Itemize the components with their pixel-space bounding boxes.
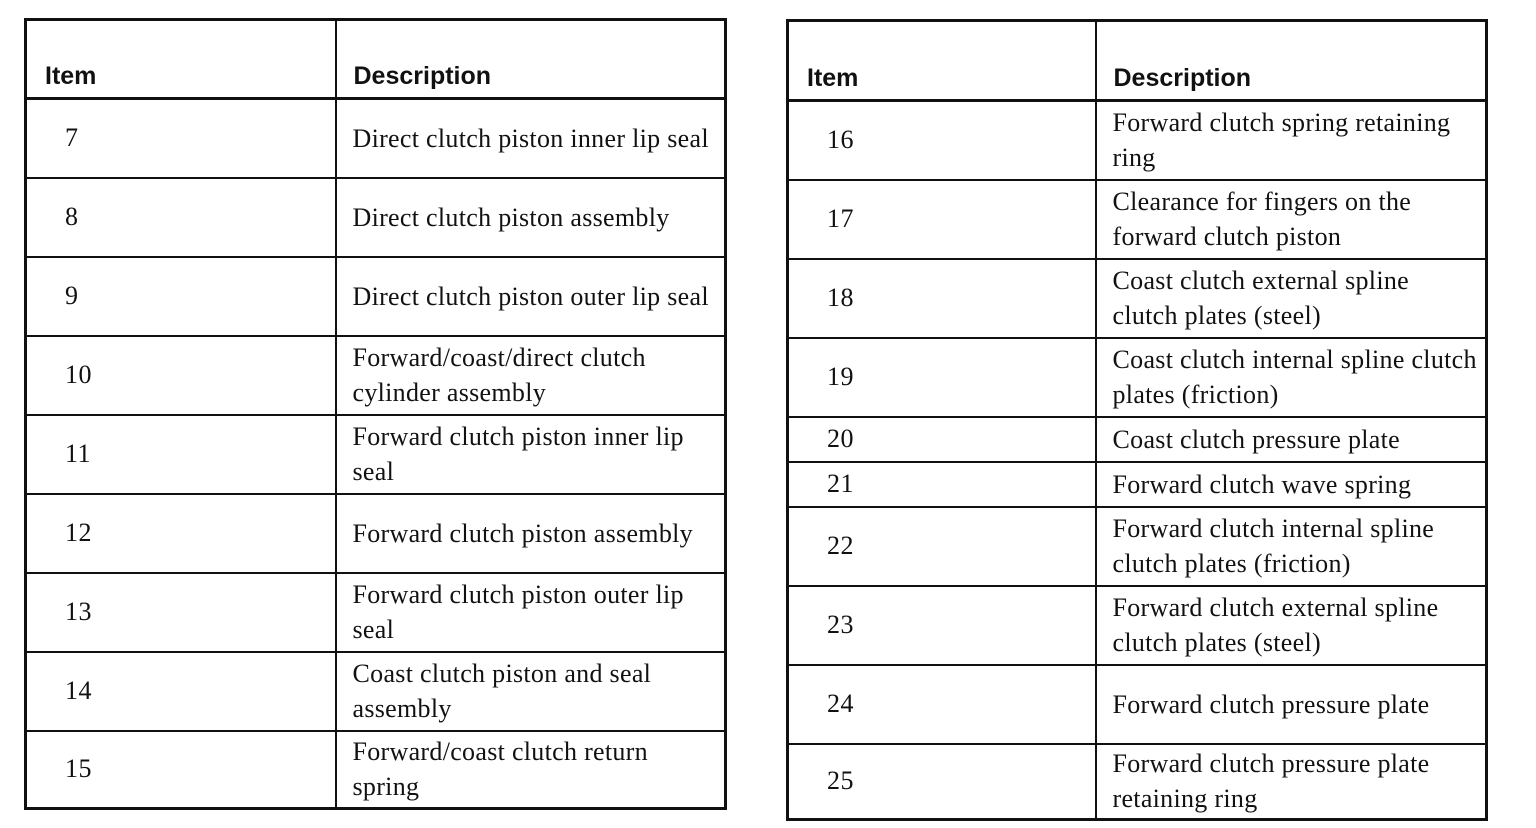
item-description: Coast clutch piston and seal assembly xyxy=(336,652,726,731)
table-row xyxy=(788,586,1487,665)
table-row xyxy=(788,338,1487,417)
item-number: 14 xyxy=(26,652,336,731)
item-description: Forward clutch internal spline clutch plates (friction) xyxy=(1096,507,1487,586)
table-row xyxy=(26,415,726,494)
table-row xyxy=(26,573,726,652)
item-number: 13 xyxy=(26,573,336,652)
table-row xyxy=(788,665,1487,744)
item-description: Forward clutch piston inner lip seal xyxy=(336,415,726,494)
item-number: 17 xyxy=(788,180,1096,259)
item-description: Forward/coast/direct clutch cylinder assembly xyxy=(336,336,726,415)
item-description: Forward/coast clutch return spring xyxy=(336,731,726,809)
item-number: 20 xyxy=(788,417,1096,462)
table-row xyxy=(788,180,1487,259)
table-row xyxy=(788,101,1487,180)
column-header-item: Item xyxy=(788,21,1096,101)
column-header-description: Description xyxy=(1096,21,1487,101)
table-row xyxy=(788,462,1487,507)
table-row xyxy=(26,257,726,336)
item-description: Clearance for fingers on the forward clutch piston xyxy=(1096,180,1487,259)
item-number: 23 xyxy=(788,586,1096,665)
item-number: 7 xyxy=(26,99,336,178)
parts-table-left xyxy=(24,18,727,810)
parts-table-right xyxy=(786,19,1488,821)
item-number: 25 xyxy=(788,744,1096,820)
item-number: 15 xyxy=(26,731,336,809)
item-description: Forward clutch pressure plate xyxy=(1096,665,1487,744)
item-number: 24 xyxy=(788,665,1096,744)
table-row xyxy=(26,336,726,415)
item-number: 11 xyxy=(26,415,336,494)
table-row xyxy=(788,259,1487,338)
item-description: Coast clutch external spline clutch plates (steel) xyxy=(1096,259,1487,338)
item-description: Direct clutch piston inner lip seal xyxy=(336,99,726,178)
table-row xyxy=(26,178,726,257)
table-row xyxy=(26,494,726,573)
item-description: Forward clutch piston assembly xyxy=(336,494,726,573)
table-row xyxy=(788,417,1487,462)
item-description: Forward clutch wave spring xyxy=(1096,462,1487,507)
item-number: 22 xyxy=(788,507,1096,586)
table-row xyxy=(26,731,726,809)
item-description: Forward clutch piston outer lip seal xyxy=(336,573,726,652)
item-description: Direct clutch piston assembly xyxy=(336,178,726,257)
table-row xyxy=(788,744,1487,820)
item-description: Coast clutch internal spline clutch plates (friction) xyxy=(1096,338,1487,417)
item-number: 10 xyxy=(26,336,336,415)
item-number: 18 xyxy=(788,259,1096,338)
table-row xyxy=(788,507,1487,586)
table-row xyxy=(26,652,726,731)
table-row xyxy=(26,99,726,178)
column-header-item: Item xyxy=(26,20,336,99)
item-number: 9 xyxy=(26,257,336,336)
item-number: 21 xyxy=(788,462,1096,507)
item-description: Coast clutch pressure plate xyxy=(1096,417,1487,462)
item-number: 19 xyxy=(788,338,1096,417)
item-description: Forward clutch external spline clutch plates (steel) xyxy=(1096,586,1487,665)
column-header-description: Description xyxy=(336,20,726,99)
item-description: Forward clutch pressure plate retaining ring xyxy=(1096,744,1487,820)
item-description: Forward clutch spring retaining ring xyxy=(1096,101,1487,180)
item-description: Direct clutch piston outer lip seal xyxy=(336,257,726,336)
item-number: 8 xyxy=(26,178,336,257)
table-header-row xyxy=(788,21,1487,101)
table-header-row xyxy=(26,20,726,99)
item-number: 16 xyxy=(788,101,1096,180)
item-number: 12 xyxy=(26,494,336,573)
